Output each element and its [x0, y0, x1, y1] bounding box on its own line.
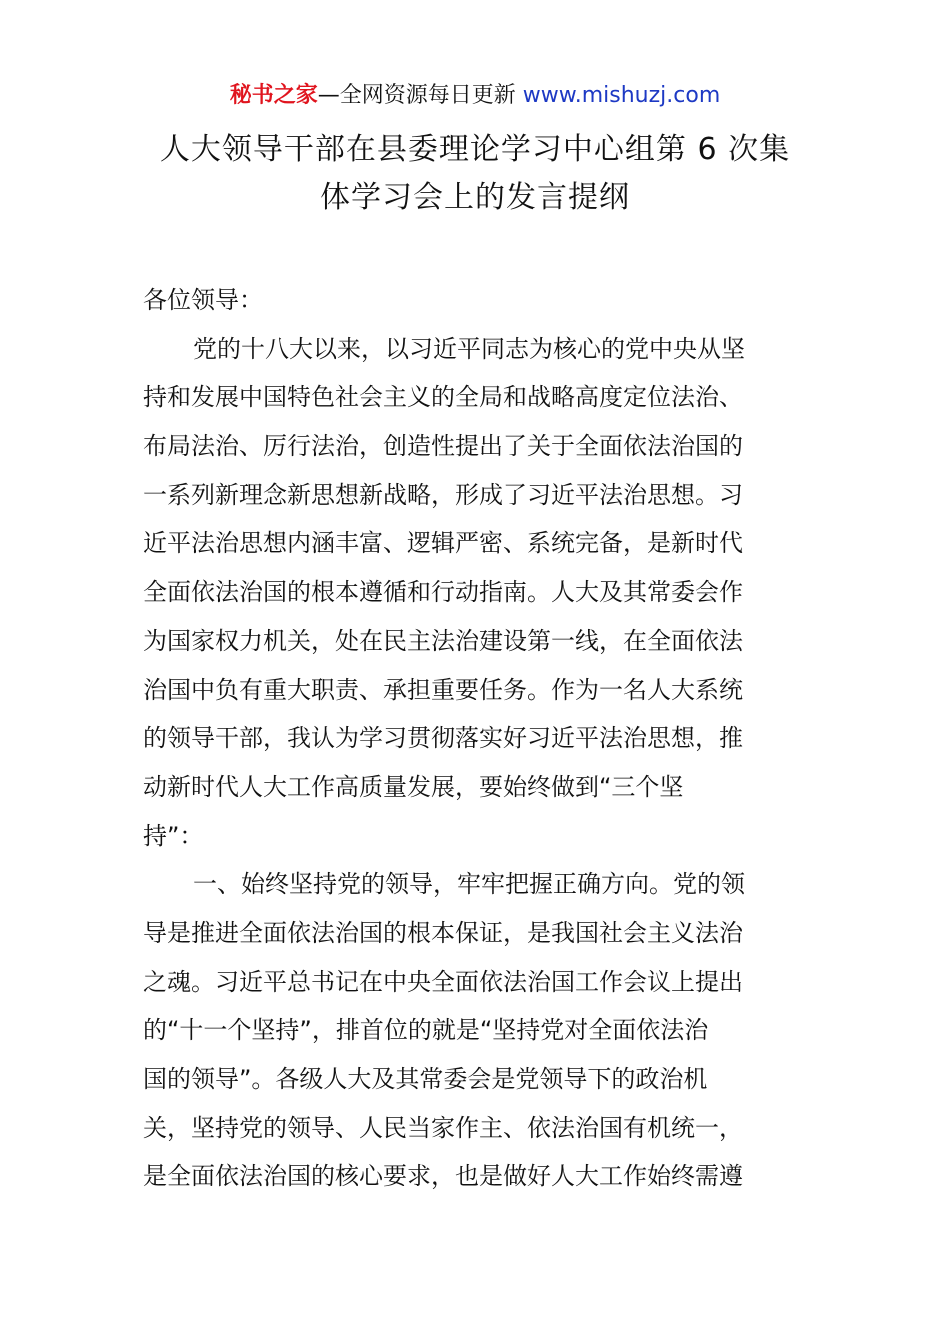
document-body [143, 276, 813, 1201]
title-line-1: 人大领导干部在县委理论学习中心组第 6 次集 [159, 132, 791, 167]
header-tagline: —全网资源每日更新 [317, 83, 523, 108]
body-line: 国的领导”。各级人大及其常委会是党领导下的政治机 [143, 1065, 708, 1093]
body-line: 党的十八大以来，以习近平同志为核心的党中央从坚 [193, 334, 745, 363]
document-title [100, 126, 850, 222]
body-line: 导是推进全面依法治国的根本保证，是我国社会主义法治 [143, 918, 743, 947]
body-line: 全面依法治国的根本遵循和行动指南。人大及其常委会作 [143, 578, 743, 607]
body-line: 持”： [143, 821, 204, 850]
brand-name: 秘书之家 [229, 83, 318, 108]
title-line-2: 体学习会上的发言提纲 [320, 180, 630, 215]
body-line: 一系列新理念新思想新战略，形成了习近平法治思想。习 [143, 480, 743, 509]
body-line: 的“十一个坚持”，排首位的就是“坚持党对全面依法治 [143, 1016, 709, 1045]
body-line: 近平法治思想内涵丰富、逻辑严密、系统完备，是新时代 [143, 529, 743, 558]
body-line: 的领导干部，我认为学习贯彻落实好习近平法治思想，推 [143, 724, 743, 753]
body-line: 是全面依法治国的核心要求，也是做好人大工作始终需遵 [143, 1162, 743, 1191]
body-line: 治国中负有重大职责、承担重要任务。作为一名人大系统 [143, 675, 743, 704]
body-line: 关，坚持党的领导、人民当家作主、依法治国有机统一， [143, 1113, 743, 1142]
site-header [0, 80, 950, 112]
site-url-link[interactable]: www.mishuzj.com [522, 83, 721, 108]
section-heading-line: 一、始终坚持党的领导，牢牢把握正确方向。党的领 [193, 870, 745, 899]
salutation: 各位领导： [143, 286, 263, 314]
body-line: 动新时代人大工作高质量发展，要始终做到“三个坚 [143, 772, 684, 801]
body-line: 之魂。习近平总书记在中央全面依法治国工作会议上提出 [143, 967, 743, 996]
body-line: 为国家权力机关，处在民主法治建设第一线，在全面依法 [143, 626, 743, 655]
body-line: 持和发展中国特色社会主义的全局和战略高度定位法治、 [143, 383, 743, 412]
body-line: 布局法治、厉行法治，创造性提出了关于全面依法治国的 [143, 432, 743, 461]
